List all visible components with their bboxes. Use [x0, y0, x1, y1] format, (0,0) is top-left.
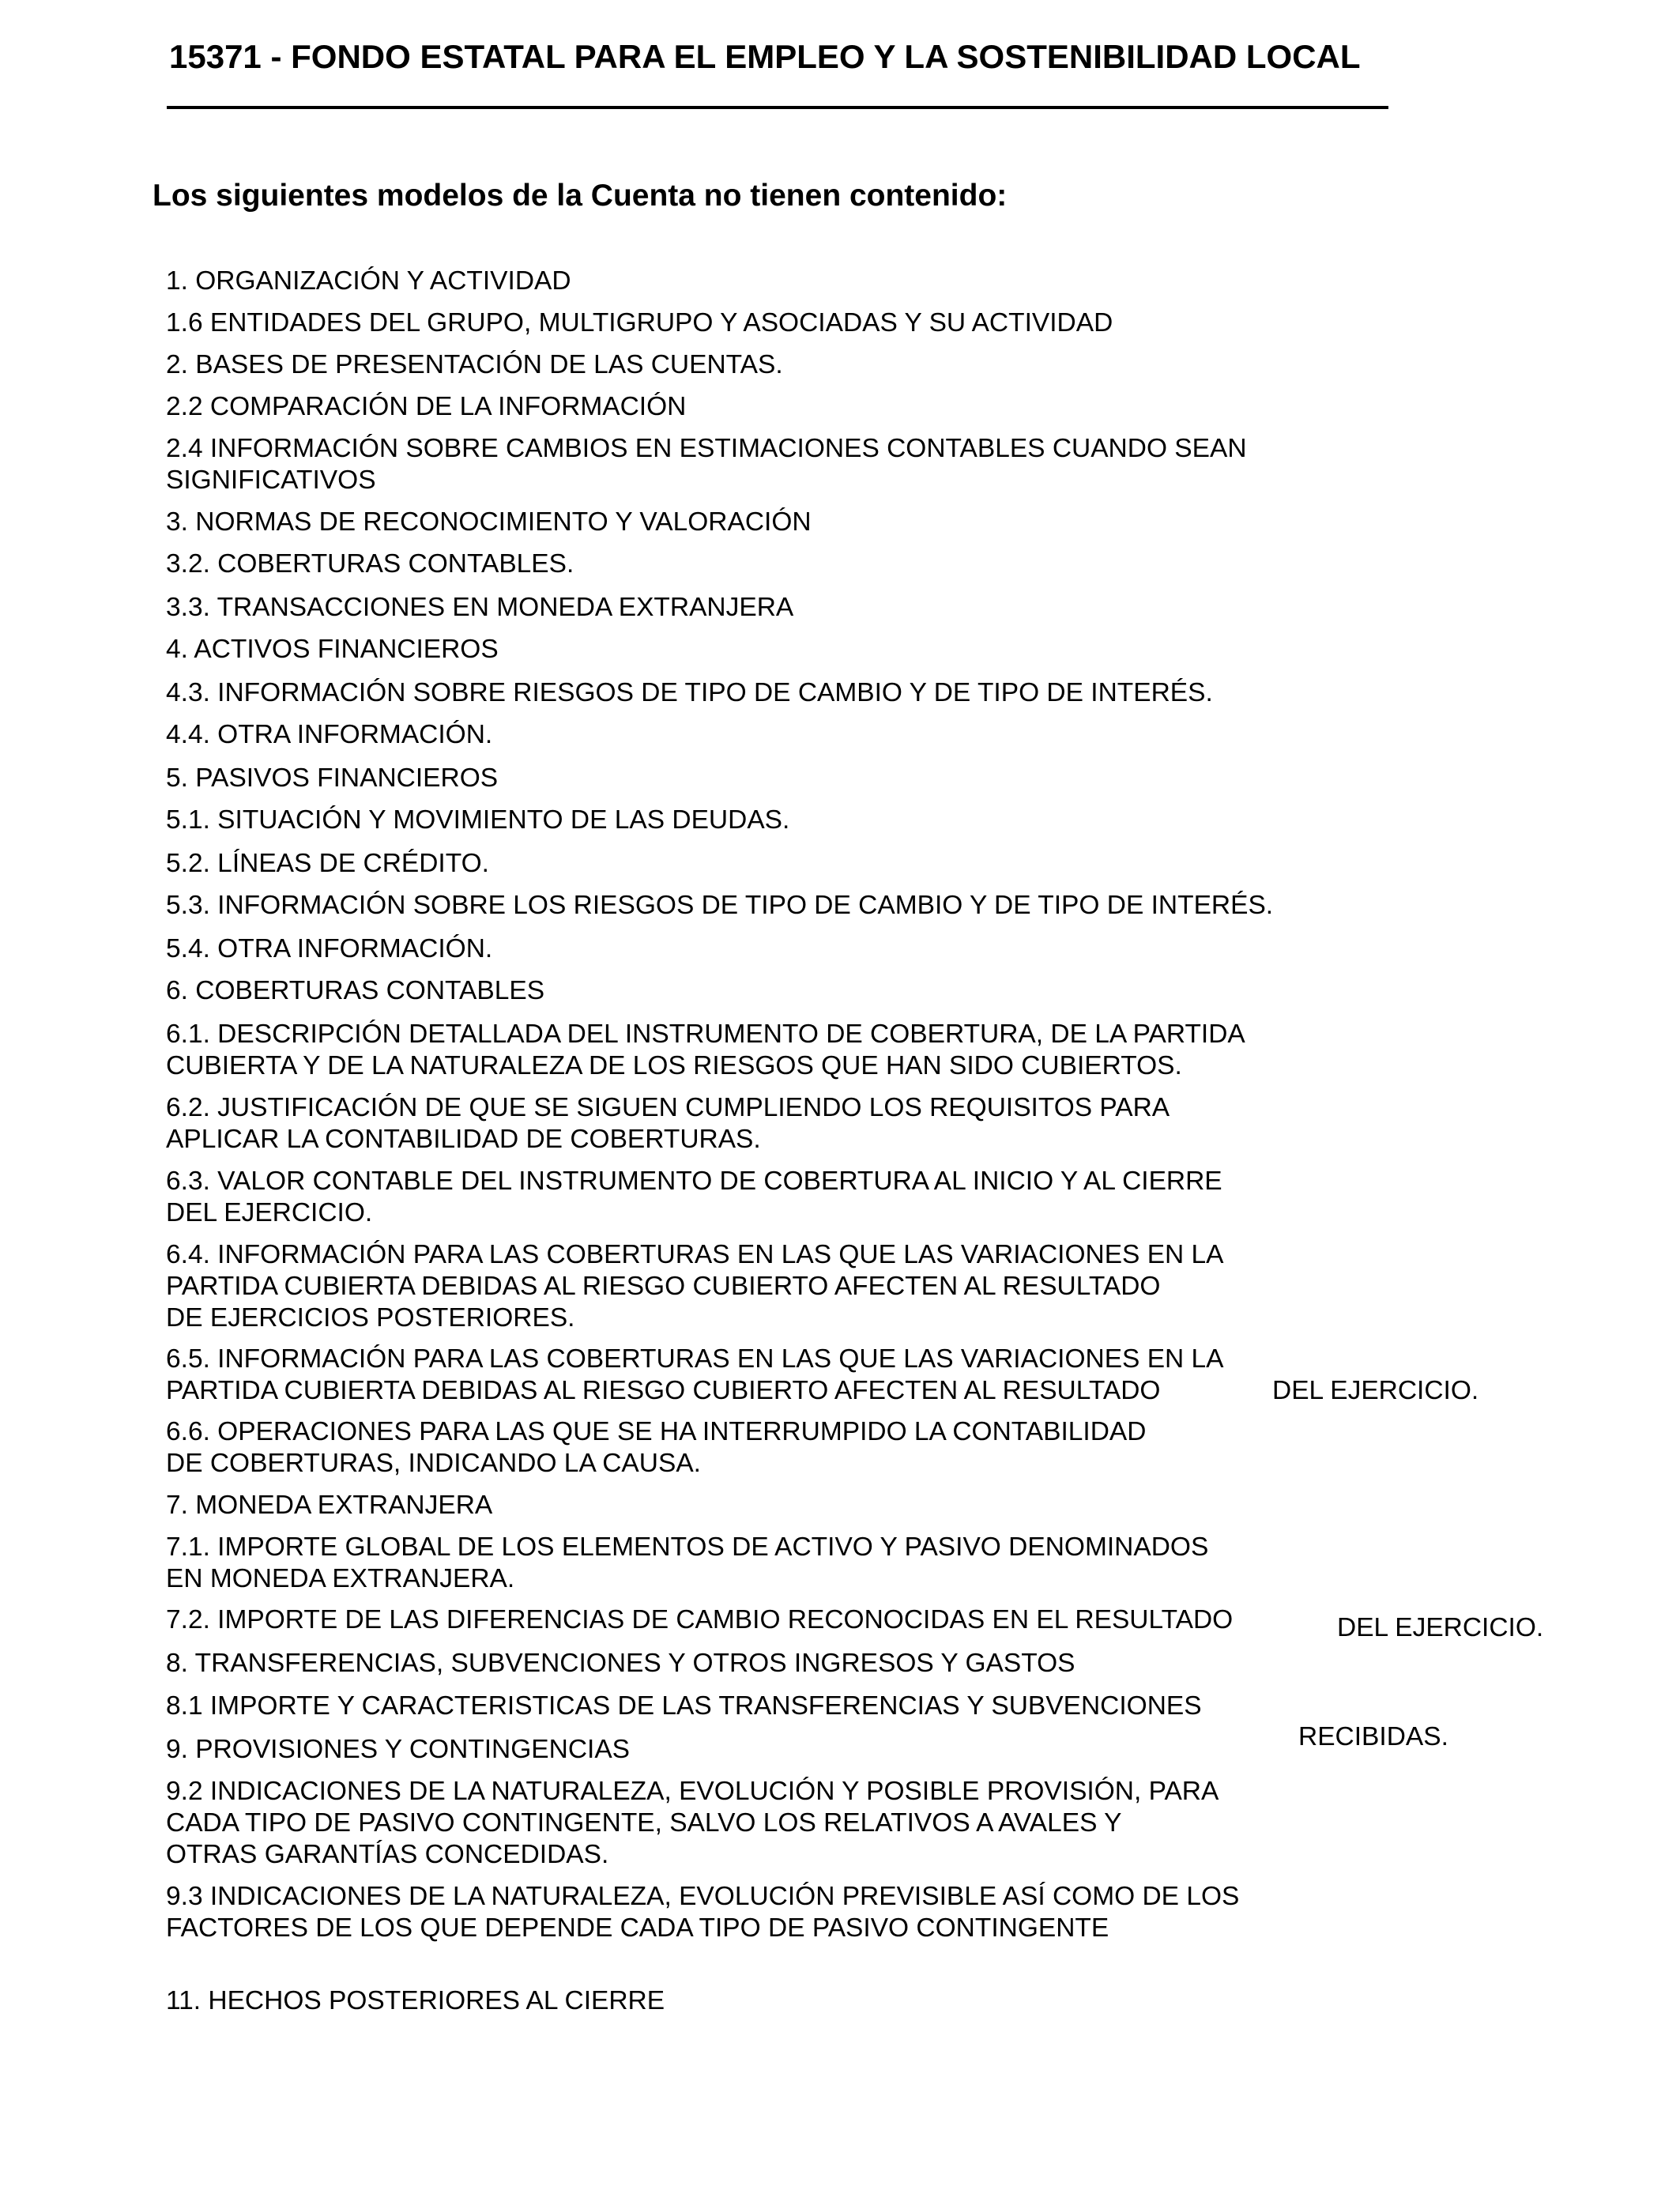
list-item — [166, 1239, 1224, 1334]
list-item-line: DEL EJERCICIO. — [166, 1198, 373, 1227]
list-item-line: 4. ACTIVOS FINANCIEROS — [166, 635, 499, 664]
list-item-line: 4.4. OTRA INFORMACIÓN. — [166, 720, 493, 749]
list-item-line: PARTIDA CUBIERTA DEBIDAS AL RIESGO CUBIERTO AFECTEN AL RESULTADO — [166, 1272, 1161, 1301]
list-item-line: 11. HECHOS POSTERIORES AL CIERRE — [166, 1986, 665, 2015]
list-item-line: 5.2. LÍNEAS DE CRÉDITO. — [166, 849, 489, 878]
list-item-line: 1. ORGANIZACIÓN Y ACTIVIDAD — [166, 266, 571, 296]
list-item — [166, 848, 489, 880]
title-underline — [167, 106, 1388, 109]
list-item-line: EN MONEDA EXTRANJERA. — [166, 1564, 515, 1593]
list-item — [166, 805, 789, 836]
list-item — [166, 1166, 1222, 1229]
list-item-line: CADA TIPO DE PASIVO CONTINGENTE, SALVO LOS RELATIVOS A AVALES Y — [166, 1808, 1122, 1838]
document-title: 15371 - FONDO ESTATAL PARA EL EMPLEO Y LA SOSTENIBILIDAD LOCAL — [169, 38, 1361, 75]
list-item-line: 3.3. TRANSACCIONES EN MONEDA EXTRANJERA — [166, 593, 794, 622]
list-item — [166, 1691, 1202, 1722]
empty-models-notice: Los siguientes modelos de la Cuenta no tienen contenido: — [153, 179, 1008, 213]
list-item — [166, 548, 574, 580]
list-item-line: 7.2. IMPORTE DE LAS DIFERENCIAS DE CAMBIO RECONOCIDAS EN EL RESULTADO — [166, 1605, 1234, 1634]
list-item-line: 3.2. COBERTURAS CONTABLES. — [166, 549, 574, 579]
list-item-line: 5.1. SITUACIÓN Y MOVIMIENTO DE LAS DEUDAS. — [166, 805, 790, 835]
list-item-line: 1.6 ENTIDADES DEL GRUPO, MULTIGRUPO Y ASOCIADAS Y SU ACTIVIDAD — [166, 308, 1113, 337]
list-item — [166, 1019, 1245, 1082]
list-item — [166, 1734, 630, 1766]
list-item-line: 5. PASIVOS FINANCIEROS — [166, 763, 499, 793]
list-item-tail: DEL EJERCICIO. — [1337, 1613, 1544, 1642]
list-item — [166, 1985, 665, 2017]
list-item-line: CUBIERTA Y DE LA NATURALEZA DE LOS RIESGOS QUE HAN SIDO CUBIERTOS. — [166, 1051, 1182, 1080]
list-item — [166, 933, 492, 965]
list-item-line: DE COBERTURAS, INDICANDO LA CAUSA. — [166, 1449, 701, 1478]
list-item-line: 4.3. INFORMACIÓN SOBRE RIESGOS DE TIPO DE CAMBIO Y DE TIPO DE INTERÉS. — [166, 678, 1213, 707]
list-item — [166, 266, 571, 297]
list-item — [166, 1648, 1075, 1679]
list-item-line: 8.1 IMPORTE Y CARACTERISTICAS DE LAS TRANSFERENCIAS Y SUBVENCIONES — [166, 1691, 1202, 1721]
list-item — [166, 677, 1213, 709]
list-item-line: OTRAS GARANTÍAS CONCEDIDAS. — [166, 1840, 609, 1869]
list-item-line: 7. MONEDA EXTRANJERA — [166, 1491, 493, 1520]
list-item-line: 6.4. INFORMACIÓN PARA LAS COBERTURAS EN LAS QUE LAS VARIACIONES EN LA — [166, 1240, 1224, 1269]
list-item-tail: RECIBIDAS. — [1298, 1722, 1448, 1751]
list-item-line: 6.2. JUSTIFICACIÓN DE QUE SE SIGUEN CUMPLIENDO LOS REQUISITOS PARA — [166, 1093, 1170, 1122]
list-item-line: 6. COBERTURAS CONTABLES — [166, 976, 545, 1005]
list-item-line: 2. BASES DE PRESENTACIÓN DE LAS CUENTAS. — [166, 350, 783, 379]
list-item — [166, 507, 812, 538]
list-item — [166, 1532, 1208, 1595]
list-item-line: 2.4 INFORMACIÓN SOBRE CAMBIOS EN ESTIMACIONES CONTABLES CUANDO SEAN — [166, 434, 1247, 463]
list-item-line: 9. PROVISIONES Y CONTINGENCIAS — [166, 1735, 631, 1764]
list-item — [166, 1881, 1239, 1944]
list-item — [166, 391, 686, 423]
list-item — [166, 763, 498, 794]
list-item-line: 6.5. INFORMACIÓN PARA LAS COBERTURAS EN LAS QUE LAS VARIACIONES EN LA — [166, 1344, 1224, 1374]
list-item — [166, 975, 544, 1007]
list-item-line: 8. TRANSFERENCIAS, SUBVENCIONES Y OTROS INGRESOS Y GASTOS — [166, 1649, 1075, 1678]
list-item-line: 5.4. OTRA INFORMACIÓN. — [166, 934, 493, 963]
list-item — [166, 1776, 1219, 1871]
list-item — [166, 890, 1273, 922]
list-item — [166, 1344, 1224, 1407]
list-item — [166, 719, 492, 751]
list-item — [166, 1092, 1170, 1155]
list-item-line: APLICAR LA CONTABILIDAD DE COBERTURAS. — [166, 1125, 761, 1154]
list-item — [166, 349, 783, 381]
list-item — [166, 634, 499, 665]
list-item-line: 9.2 INDICACIONES DE LA NATURALEZA, EVOLUCIÓN Y POSIBLE PROVISIÓN, PARA — [166, 1777, 1219, 1806]
list-item — [166, 1416, 1146, 1480]
list-item-tail: DEL EJERCICIO. — [1272, 1376, 1479, 1405]
list-item — [166, 1490, 492, 1521]
list-item — [166, 592, 793, 624]
list-item-line: 6.1. DESCRIPCIÓN DETALLADA DEL INSTRUMENTO DE COBERTURA, DE LA PARTIDA — [166, 1020, 1245, 1049]
list-item — [166, 1604, 1233, 1636]
list-item-line: 6.3. VALOR CONTABLE DEL INSTRUMENTO DE COBERTURA AL INICIO Y AL CIERRE — [166, 1167, 1222, 1196]
list-item-line: 2.2 COMPARACIÓN DE LA INFORMACIÓN — [166, 392, 687, 421]
list-item-line: SIGNIFICATIVOS — [166, 466, 376, 495]
list-item-line: FACTORES DE LOS QUE DEPENDE CADA TIPO DE PASIVO CONTINGENTE — [166, 1913, 1109, 1943]
list-item-line: 7.1. IMPORTE GLOBAL DE LOS ELEMENTOS DE ACTIVO Y PASIVO DENOMINADOS — [166, 1532, 1209, 1562]
list-item-line: 9.3 INDICACIONES DE LA NATURALEZA, EVOLUCIÓN PREVISIBLE ASÍ COMO DE LOS — [166, 1882, 1240, 1911]
list-item-line: 6.6. OPERACIONES PARA LAS QUE SE HA INTERRUMPIDO LA CONTABILIDAD — [166, 1417, 1147, 1446]
list-item-line: 3. NORMAS DE RECONOCIMIENTO Y VALORACIÓN — [166, 507, 812, 537]
list-item-line: PARTIDA CUBIERTA DEBIDAS AL RIESGO CUBIERTO AFECTEN AL RESULTADO — [166, 1376, 1161, 1405]
list-item — [166, 307, 1113, 339]
list-item — [166, 433, 1247, 496]
list-item-line: DE EJERCICIOS POSTERIORES. — [166, 1303, 575, 1333]
list-item-line: 5.3. INFORMACIÓN SOBRE LOS RIESGOS DE TIPO DE CAMBIO Y DE TIPO DE INTERÉS. — [166, 891, 1274, 920]
